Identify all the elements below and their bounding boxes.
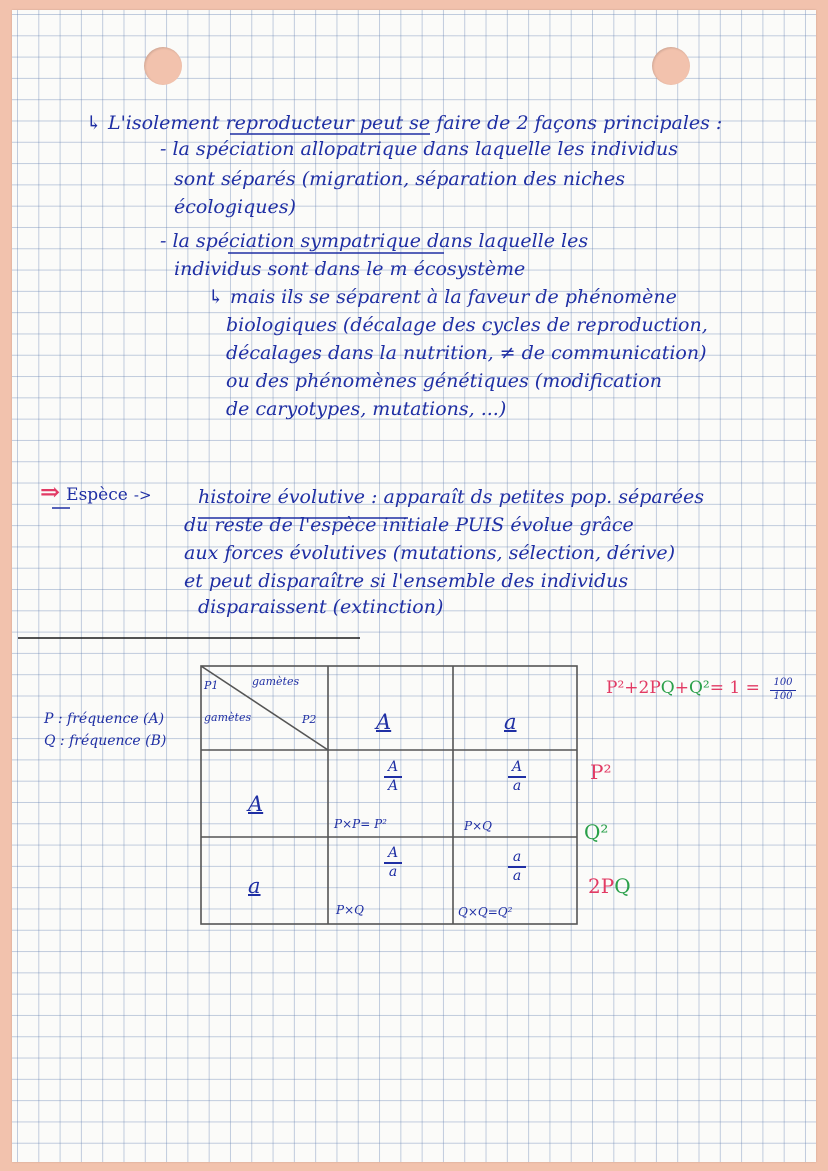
sub-line-c: décalages dans la nutrition, ≠ de communication) xyxy=(226,342,707,364)
implies-arrow-icon: ⇒ xyxy=(40,477,61,506)
espece-label: Espèce xyxy=(66,485,128,505)
corner-p2: P2 xyxy=(302,713,317,726)
cell-aA-formula: P×Q xyxy=(336,903,364,917)
notebook-page xyxy=(12,10,816,1162)
side-2pq: 2PQ xyxy=(588,874,631,898)
sub-line-b: biologiques (décalage des cycles de reproduction, xyxy=(226,314,708,336)
row-header-a: a xyxy=(248,874,261,898)
cell-AA-genotype: A A xyxy=(384,760,402,793)
side-q2: Q² xyxy=(584,820,609,844)
note-line-1: L'isolement reproducteur peut se faire de 2 façons principales : xyxy=(107,112,723,134)
legend-p: P : fréquence (A) xyxy=(44,711,165,727)
bullet-sympatric-b: individus sont dans le m écosystème xyxy=(174,258,526,280)
cell-aa-genotype: a a xyxy=(508,850,526,883)
espece-line-5: disparaissent (extinction) xyxy=(198,596,444,618)
legend-q: Q : fréquence (B) xyxy=(44,733,167,749)
sub-line-a: mais ils se séparent à la faveur de phénomène xyxy=(229,286,677,308)
cell-Aa-genotype: A a xyxy=(508,760,526,793)
hardy-weinberg-equation: P²+2PQ+Q²= 1 = xyxy=(606,678,760,698)
corner-gametes-top: gamètes xyxy=(252,675,300,688)
espece-line-1: histoire évolutive : apparaît ds petites pop. séparées xyxy=(198,486,705,508)
espece-line-4: et peut disparaître si l'ensemble des individus xyxy=(184,570,629,592)
corner-p1: P1 xyxy=(204,679,219,692)
cell-aa-formula: Q×Q=Q² xyxy=(458,905,513,919)
cell-aA-genotype: A a xyxy=(384,846,402,879)
equation-fraction: 100 100 xyxy=(770,678,796,702)
cell-AA-formula: P×P= P² xyxy=(334,817,387,831)
sub-line-d: ou des phénomènes génétiques (modification xyxy=(226,370,662,392)
sub-arrow-icon: ↳ xyxy=(208,286,224,308)
espece-line-3: aux forces évolutives (mutations, sélection, dérive) xyxy=(184,542,675,564)
small-arrow-icon: -> xyxy=(133,486,152,504)
corner-gametes-left: gamètes xyxy=(204,711,252,724)
col-header-A: A xyxy=(376,710,392,734)
bullet-sympatric-a: - la spéciation sympatrique dans laquelle les xyxy=(160,230,589,252)
side-p2: P² xyxy=(590,760,612,784)
bullet-allopatric-c: écologiques) xyxy=(174,196,296,218)
sub-line-e: de caryotypes, mutations, ...) xyxy=(226,398,507,420)
row-header-A: A xyxy=(248,792,264,816)
bullet-allopatric-a: - la spéciation allopatrique dans laquelle les individus xyxy=(160,138,679,160)
bullet-allopatric-b: sont séparés (migration, séparation des niches xyxy=(174,168,625,190)
cell-Aa-formula: P×Q xyxy=(464,819,492,833)
espece-line-2: du reste de l'espèce initiale PUIS évolue grâce xyxy=(184,514,634,536)
intro-arrow-icon: ↳ xyxy=(86,112,102,134)
col-header-a: a xyxy=(504,710,517,734)
